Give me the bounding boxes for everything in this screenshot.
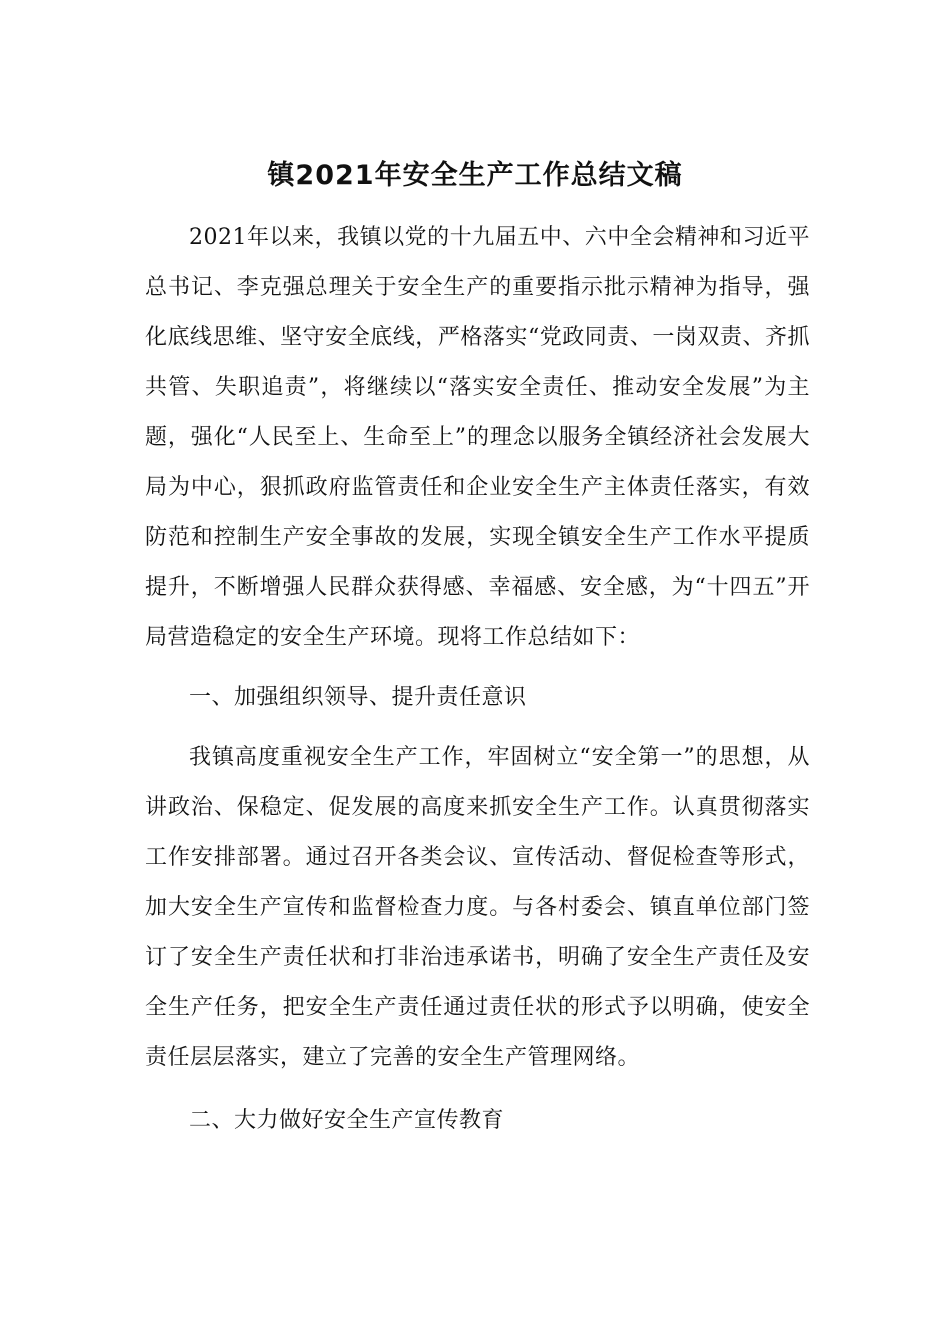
section-1-paragraph: 我镇高度重视安全生产工作，牢固树立“安全第一”的思想，从讲政治、保稳定、促发展的高度来抓安全生产工作。认真贯彻落实工作安排部署。通过召开各类会议、宣传活动、督促检查等形式，加大安全生产宣传和监督检查力度。与各村委会、镇直单位部门签订了安全生产责任状和打非治违承诺书，明确了安全生产责任及安全生产任务，把安全生产责任通过责任状的形式予以明确，使安全责任层层落实，建立了完善的安全生产管理网络。 bbox=[145, 745, 810, 1070]
section-heading-1: 一、加强组织领导、提升责任意识 bbox=[189, 685, 527, 710]
section-heading-2: 二、大力做好安全生产宣传教育 bbox=[189, 1108, 505, 1133]
document-title: 镇2021年安全生产工作总结文稿 bbox=[267, 160, 683, 191]
intro-paragraph: 2021年以来，我镇以党的十九届五中、六中全会精神和习近平总书记、李克强总理关于安全生产的重要指示批示精神为指导，强化底线思维、坚守安全底线，严格落实“党政同责、一岗双责、齐抓共管、失职追责”，将继续以“落实安全责任、推动安全发展”为主题，强化“人民至上、生命至上”的理念以服务全镇经济社会发展大局为中心，狠抓政府监管责任和企业安全生产主体责任落实，有效防范和控制生产安全事故的发展，实现全镇安全生产工作水平提质提升，不断增强人民群众获得感、幸福感、安全感，为“十四五”开局营造稳定的安全生产环境。现将工作总结如下： bbox=[145, 225, 810, 650]
